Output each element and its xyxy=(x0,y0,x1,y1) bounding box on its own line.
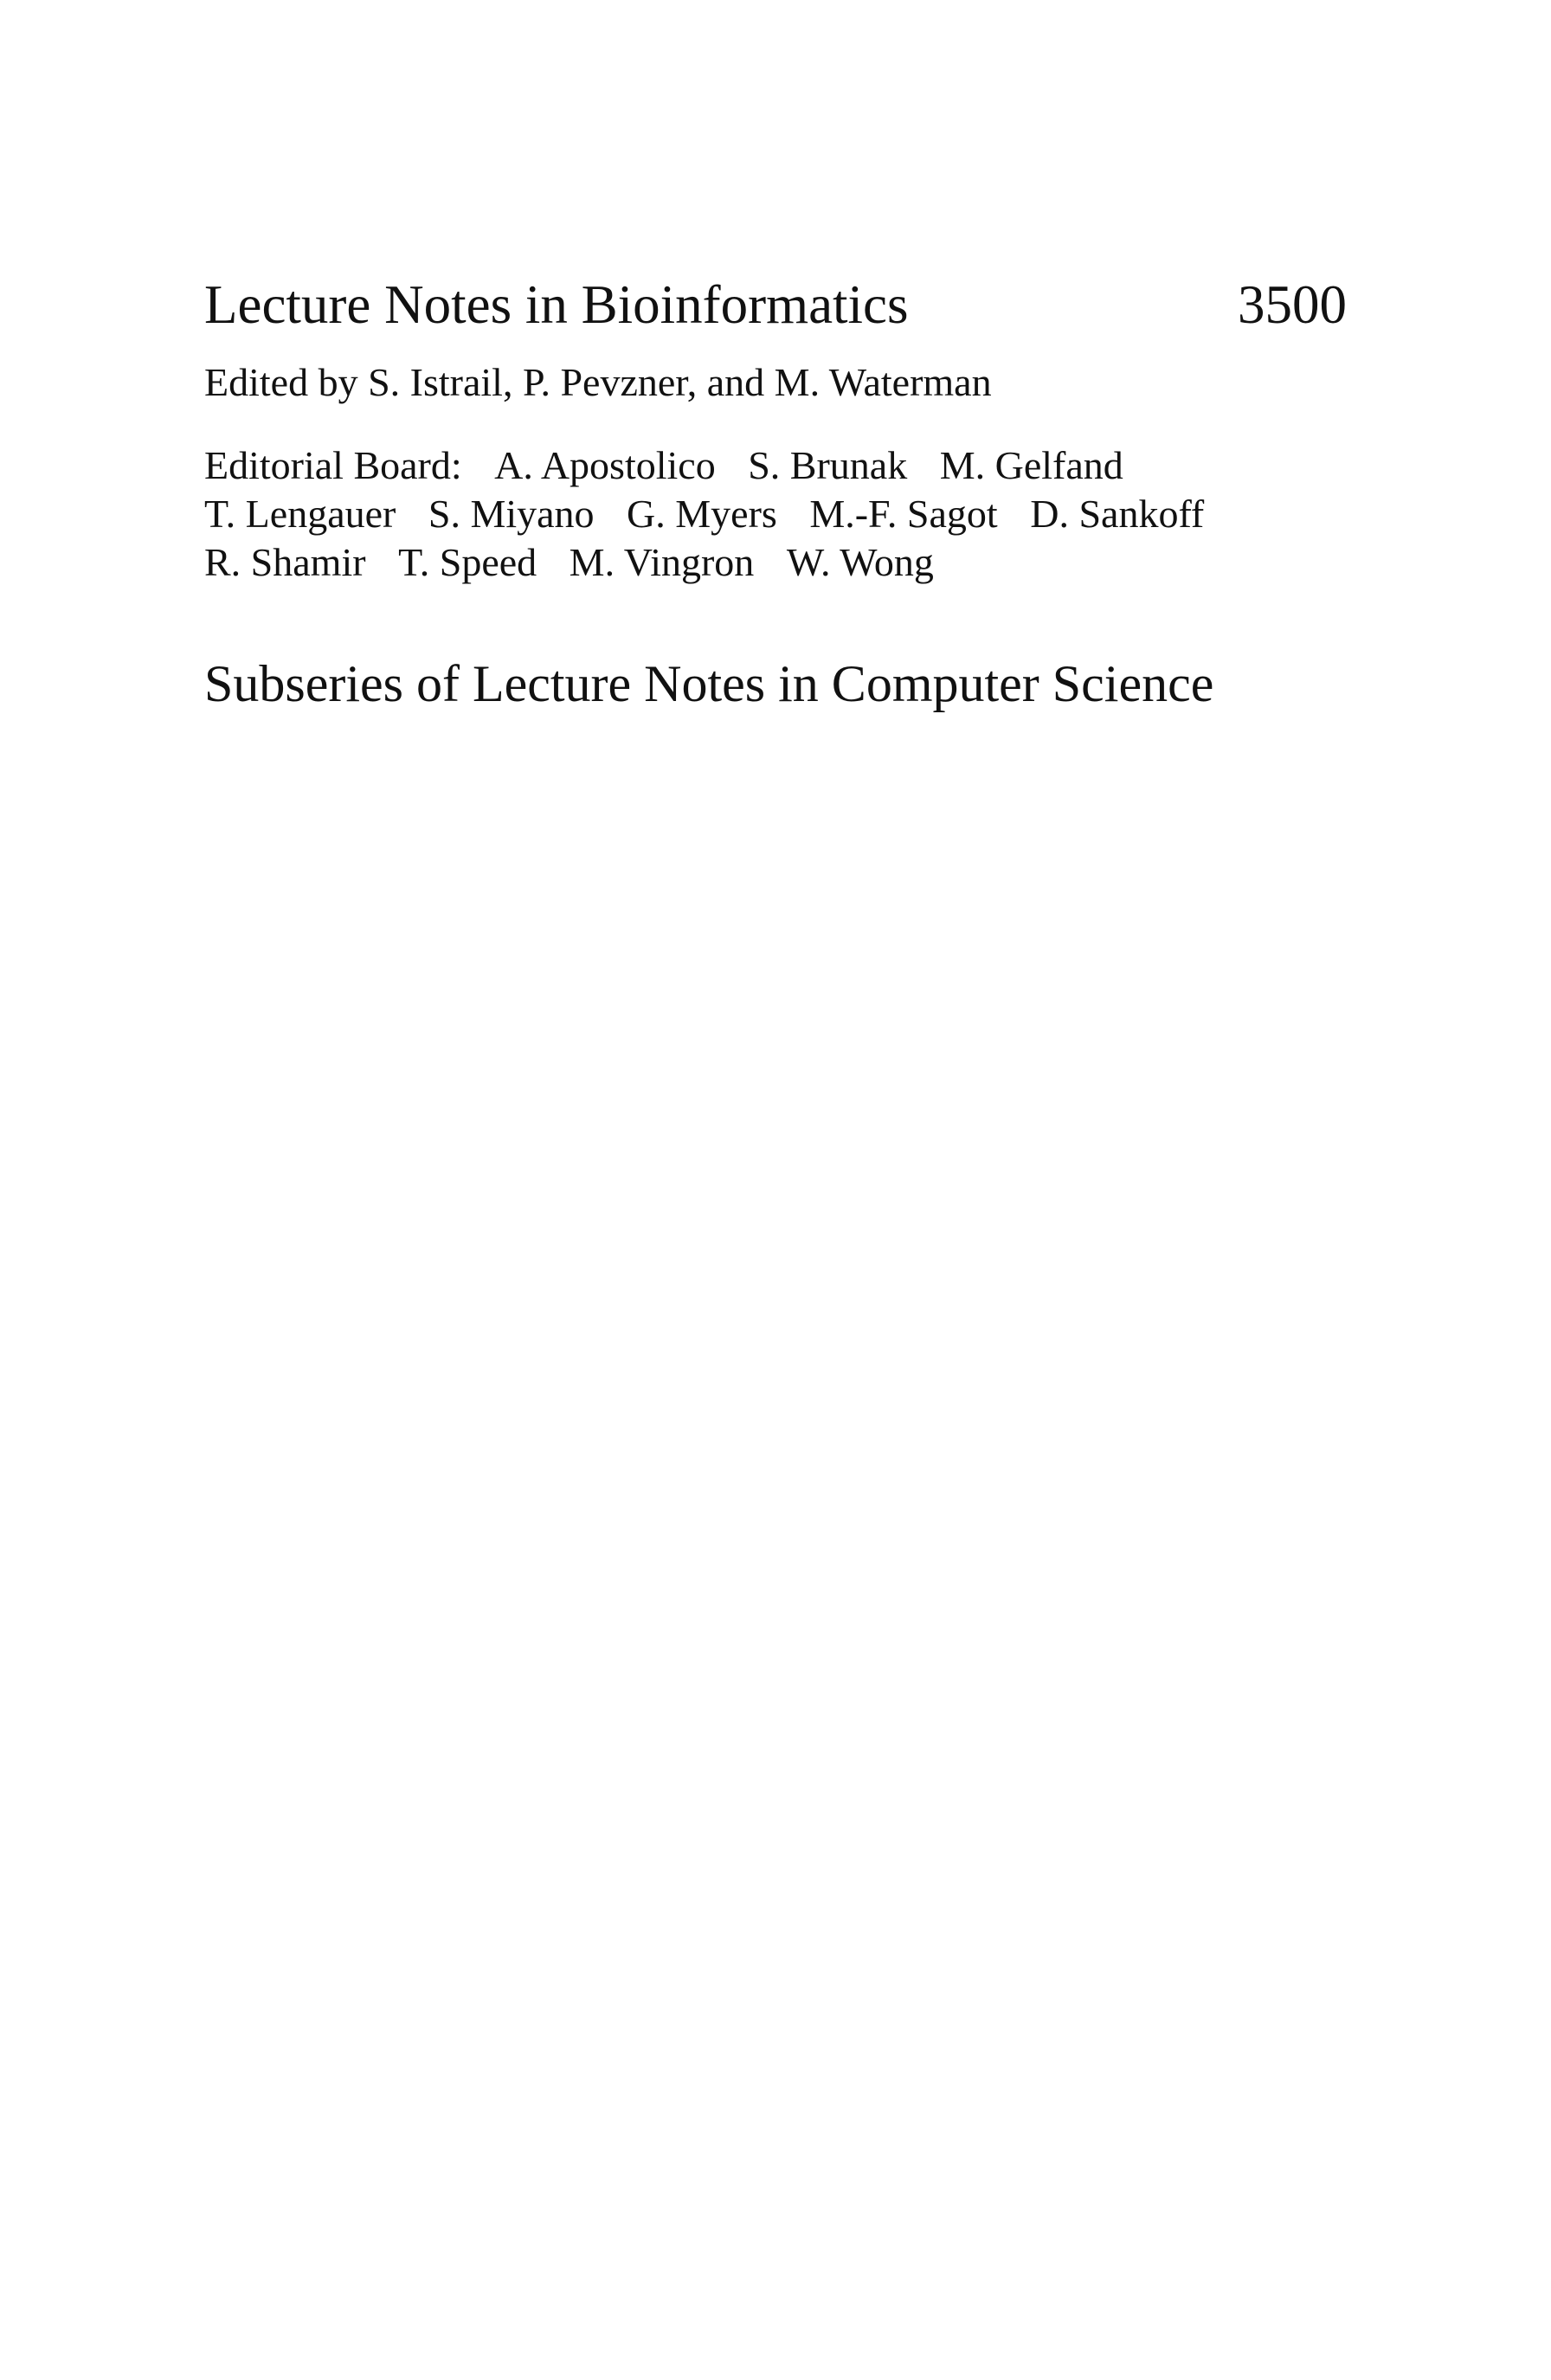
editorial-board xyxy=(204,441,1347,587)
editorial-board-label: Editorial Board: xyxy=(204,443,462,487)
board-member: R. Shamir xyxy=(204,540,366,584)
board-member: M. Gelfand xyxy=(939,443,1123,487)
editorial-board-line-3 xyxy=(204,538,1347,587)
volume-number: 3500 xyxy=(1238,274,1347,335)
board-member: W. Wong xyxy=(786,540,934,584)
editorial-board-line-1 xyxy=(204,441,1347,490)
board-member: M. Vingron xyxy=(569,540,755,584)
board-member: S. Brunak xyxy=(748,443,908,487)
series-header xyxy=(204,270,1347,339)
board-member: A. Apostolico xyxy=(494,443,716,487)
board-member: D. Sankoff xyxy=(1030,492,1205,536)
board-member: M.-F. Sagot xyxy=(809,492,998,536)
subseries-note: Subseries of Lecture Notes in Computer Science xyxy=(204,655,1214,712)
board-member: G. Myers xyxy=(627,492,777,536)
editorial-board-line-2 xyxy=(204,490,1347,538)
board-member: T. Lengauer xyxy=(204,492,396,536)
editors-line: Edited by S. Istrail, P. Pevzner, and M. Waterman xyxy=(204,360,992,404)
series-title: Lecture Notes in Bioinformatics xyxy=(204,274,909,335)
board-member: T. Speed xyxy=(398,540,537,584)
board-member: S. Miyano xyxy=(428,492,595,536)
